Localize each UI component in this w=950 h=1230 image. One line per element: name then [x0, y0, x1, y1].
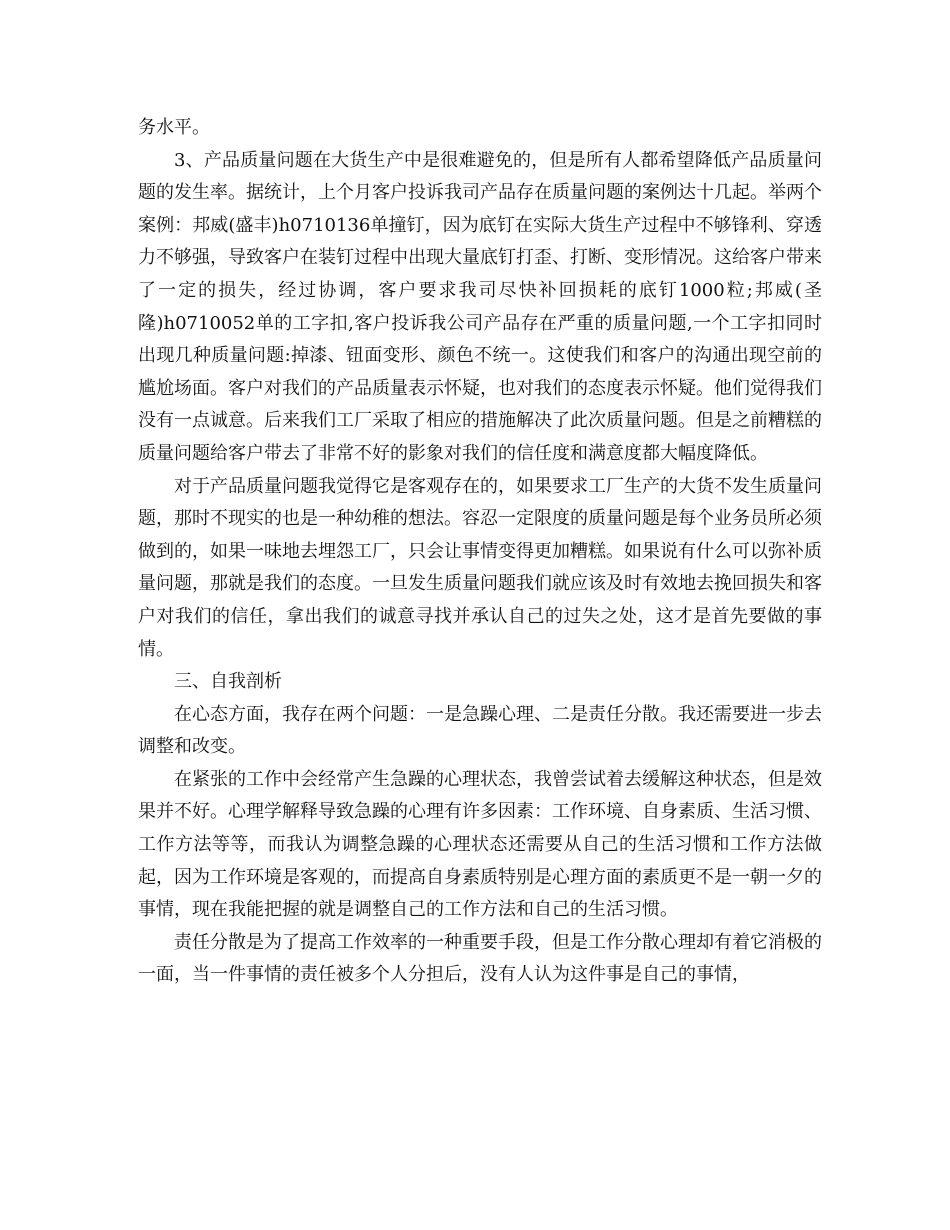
section-heading-self-analysis: 三、自我剖析	[174, 671, 282, 693]
paragraph-mindset: 在心态方面，我存在两个问题：一是急躁心理、二是责任分散。我还需要进一步去调整和改变。	[138, 703, 822, 758]
paragraph-responsibility: 责任分散是为了提高工作效率的一种重要手段，但是工作分散心理却有着它消极的一面，当一件事情的责任被多个人分担后，没有人认为这件事是自己的事情，	[138, 931, 822, 986]
document-body	[138, 112, 822, 992]
paragraph-quality-attitude: 对于产品质量问题我觉得它是客观存在的，如果要求工厂生产的大货不发生质量问题，那时不现实的也是一种幼稚的想法。容忍一定限度的质量问题是每个业务员所必须做到的，如果一味地去埋怨工厂，只会让事情变得更加糟糕。如果说有什么可以弥补质量问题，那就是我们的态度。一旦发生质量问题我们就应该及时有效地去挽回损失和客户对我们的信任，拿出我们的诚意寻找并承认自己的过失之处，这才是首先要做的事情。	[138, 475, 822, 660]
paragraph-impatience: 在紧张的工作中会经常产生急躁的心理状态，我曾尝试着去缓解这种状态，但是效果并不好。心理学解释导致急躁的心理有许多因素：工作环境、自身素质、生活习惯、工作方法等等，而我认为调整急躁的心理状态还需要从自己的生活习惯和工作方法做起，因为工作环境是客观的，而提高自身素质特别是心理方面的素质更不是一朝一夕的事情，现在我能把握的就是调整自己的工作方法和自己的生活习惯。	[138, 768, 822, 921]
paragraph-continuation: 务水平。	[138, 117, 210, 138]
paragraph-quality-issues: 3、产品质量问题在大货生产中是很难避免的，但是所有人都希望降低产品质量问题的发生率。据统计，上个月客户投诉我司产品存在质量问题的案例达十几起。举两个案例：邦威(盛丰)h0710136单撞钉，因为底钉在实际大货生产过程中不够锋利、穿透力不够强，导致客户在装钉过程中出现大量底钉打歪、打断、变形情况。这给客户带来了一定的损失，经过协调，客户要求我司尽快补回损耗的底钉1000粒;邦威(圣隆)h0710052单的工字扣,客户投诉我公司产品存在严重的质量问题,一个工字扣同时出现几种质量问题:掉漆、钮面变形、颜色不统一。这使我们和客户的沟通出现空前的尴尬场面。客户对我们的产品质量表示怀疑，也对我们的态度表示怀疑。他们觉得我们没有一点诚意。后来我们工厂采取了相应的措施解决了此次质量问题。但是之前糟糕的质量问题给客户带去了非常不好的影象对我们的信任度和满意度都大幅度降低。	[138, 149, 822, 464]
